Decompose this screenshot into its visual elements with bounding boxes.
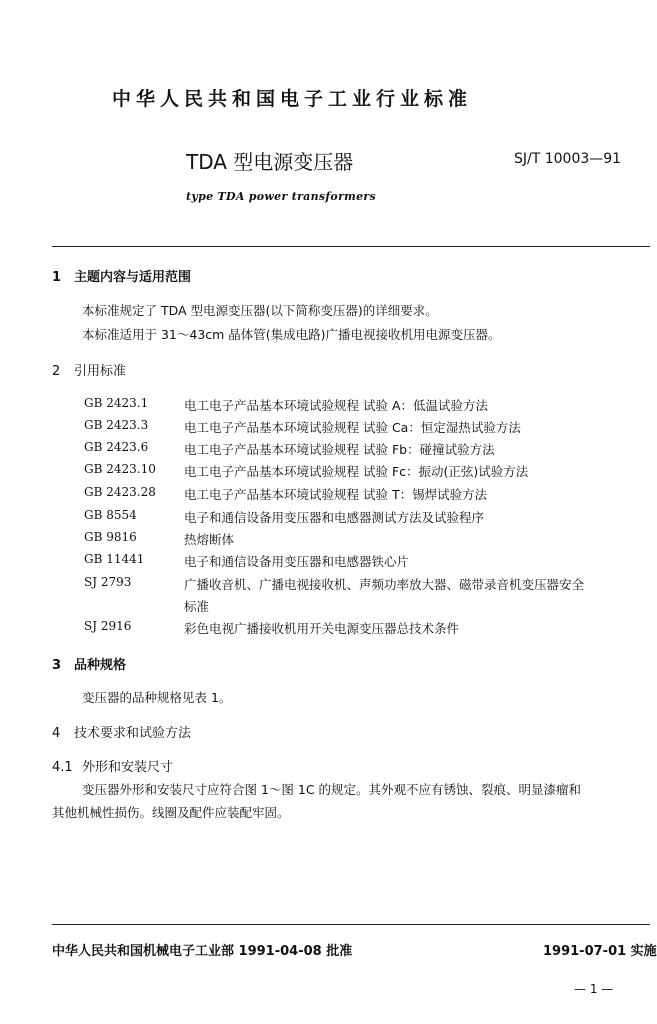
subsection-4-1-paragraph-1: 变压器外形和安装尺寸应符合图 1～图 1C 的规定。其外观不应有锈蚀、裂痕、明显漆瘤和 [82, 782, 582, 797]
ref-title: 电子和通信设备用变压器和电感器铁心片 [184, 554, 410, 569]
ref-title: 广播收音机、广播电视接收机、声频功率放大器、磁带录音机变压器安全 [184, 577, 585, 592]
ref-code: GB 2423.10 [84, 462, 156, 476]
ref-code: GB 2423.6 [84, 440, 149, 454]
page-number: — 1 — [574, 982, 614, 996]
document-title-english: type TDA power transformers [186, 190, 376, 203]
section-1-heading [52, 266, 191, 285]
section-title: 主题内容与适用范围 [74, 270, 192, 285]
section-3-paragraph: 变压器的品种规格见表 1。 [82, 690, 232, 705]
header-divider [52, 246, 650, 247]
section-4-heading [52, 722, 191, 741]
section-1-paragraph-2: 本标准适用于 31～43cm 晶体管(集成电路)广播电视接收机用电源变压器。 [82, 327, 501, 342]
document-title: TDA 型电源变压器 [186, 150, 354, 174]
ref-title: 电子和通信设备用变压器和电感器测试方法及试验程序 [184, 510, 485, 525]
ref-title: 电工电子产品基本环境试验规程 试验 Ca：恒定湿热试验方法 [184, 420, 521, 435]
ref-title: 电工电子产品基本环境试验规程 试验 A：低温试验方法 [184, 398, 488, 413]
ref-code: GB 2423.28 [84, 485, 156, 499]
ref-code: SJ 2793 [84, 575, 132, 589]
section-title: 品种规格 [74, 658, 127, 673]
subsection-title: 外形和安装尺寸 [82, 760, 174, 775]
approval-statement: 中华人民共和国机械电子工业部 1991-04-08 批准 [52, 944, 353, 959]
footer-divider [52, 924, 650, 925]
section-3-heading [52, 654, 126, 673]
ref-code: SJ 2916 [84, 619, 132, 633]
subsection-4-1-paragraph-2: 其他机械性损伤。线圈及配件应装配牢固。 [52, 805, 290, 820]
ref-title: 热熔断体 [184, 532, 235, 547]
ref-title: 彩色电视广播接收机用开关电源变压器总技术条件 [184, 621, 460, 636]
ref-code: GB 11441 [84, 552, 145, 566]
subsection-number: 4.1 [52, 760, 73, 775]
section-title: 引用标准 [74, 364, 127, 379]
section-number: 4 [52, 726, 61, 741]
section-2-heading [52, 360, 126, 379]
ref-code: GB 2423.1 [84, 396, 149, 410]
ref-title: 电工电子产品基本环境试验规程 试验 Fc：振动(正弦)试验方法 [184, 464, 529, 479]
section-number: 1 [52, 270, 62, 285]
issuing-authority-heading: 中华人民共和国电子工业行业标准 [112, 88, 473, 110]
ref-code: GB 8554 [84, 508, 137, 522]
section-1-paragraph-1: 本标准规定了 TDA 型电源变压器(以下简称变压器)的详细要求。 [82, 303, 438, 318]
ref-code: GB 9816 [84, 530, 137, 544]
section-title: 技术要求和试验方法 [74, 726, 192, 741]
effective-date: 1991-07-01 实施 [543, 944, 657, 959]
standard-code: SJ/T 10003—91 [514, 151, 622, 167]
ref-title: 电工电子产品基本环境试验规程 试验 T：锡焊试验方法 [184, 487, 488, 502]
ref-title: 电工电子产品基本环境试验规程 试验 Fb：碰撞试验方法 [184, 442, 495, 457]
section-number: 2 [52, 364, 61, 379]
ref-title-continuation: 标准 [184, 599, 210, 614]
ref-code: GB 2423.3 [84, 418, 149, 432]
subsection-4-1-heading [52, 756, 173, 775]
section-number: 3 [52, 658, 62, 673]
